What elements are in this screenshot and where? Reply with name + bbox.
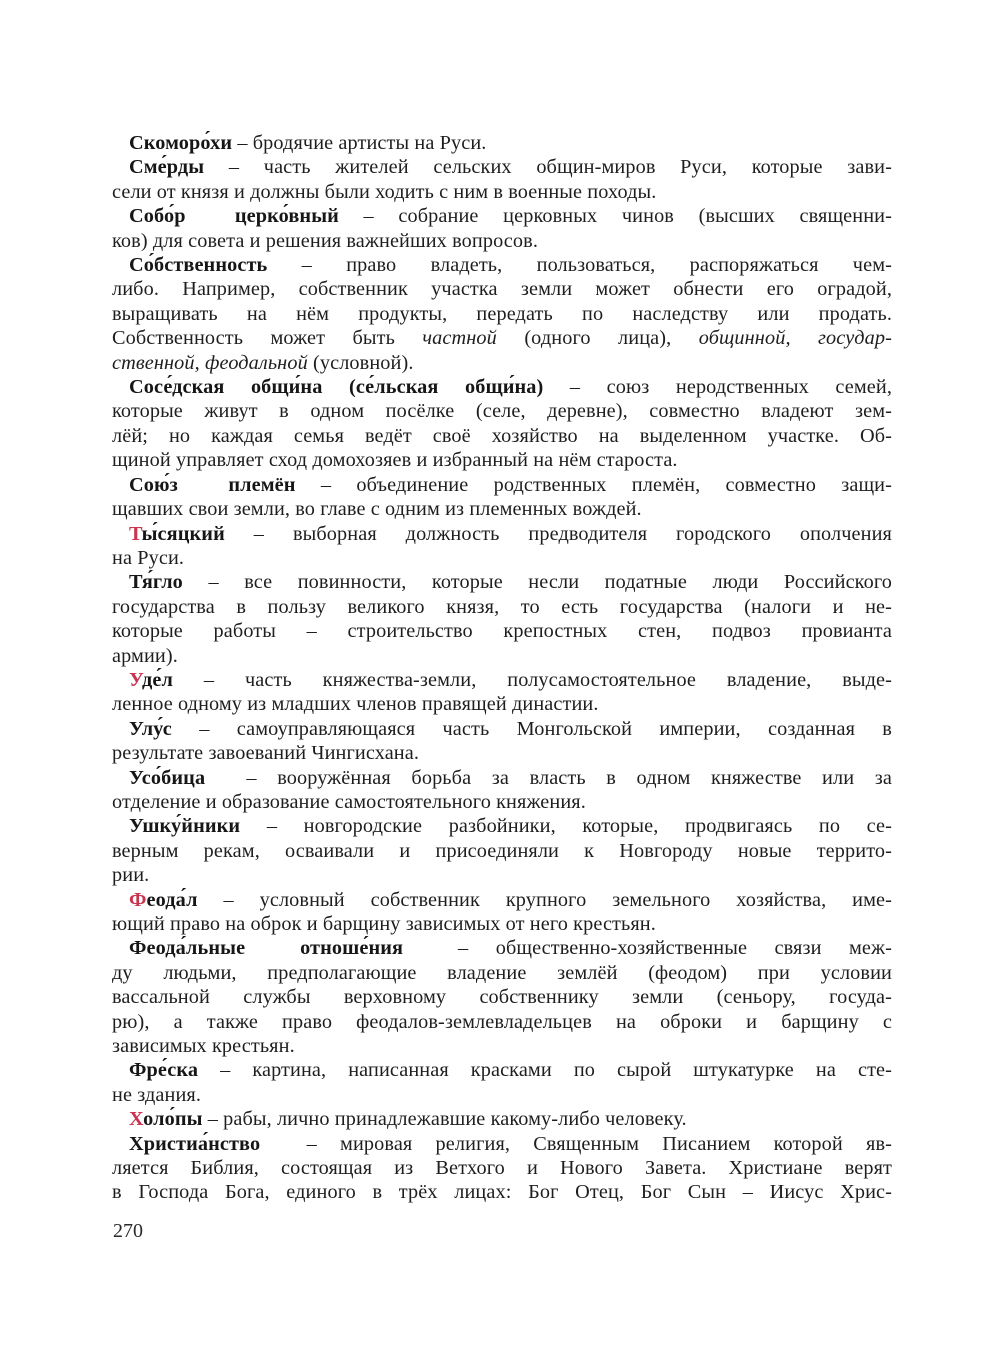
text-line <box>112 1034 892 1058</box>
text-line <box>112 399 892 423</box>
definition-text: – часть княжества-земли, полусамостоятельное владение, выде- <box>173 668 892 691</box>
glossary-term: ы́сяцкий <box>141 522 225 545</box>
glossary-entry <box>112 936 892 1058</box>
definition-text: – рабы, лично принадлежавшие какому-либо человеку. <box>202 1108 687 1131</box>
text-line <box>112 1058 892 1082</box>
text-line <box>112 253 892 277</box>
glossary-term: Ушку́йники <box>129 815 241 838</box>
glossary-entry <box>112 1132 892 1205</box>
text-line <box>112 424 892 448</box>
definition-text: – вооружённая борьба за власть в одном княжестве или за <box>205 766 892 789</box>
text-line <box>112 229 892 253</box>
glossary-term: Сосе́дская общи́на (се́льская общи́на) <box>129 376 544 399</box>
text-line <box>112 912 892 936</box>
text-line <box>112 741 892 765</box>
glossary-term-initial: Т <box>129 522 142 545</box>
definition-text: результате завоеваний Чингисхана. <box>112 742 420 765</box>
definition-text: – самоуправляющаяся часть Монгольской империи, созданная в <box>171 717 892 740</box>
text-line <box>112 375 892 399</box>
glossary-entry <box>112 1058 892 1107</box>
definition-text: верным рекам, осваивали и присоединяли к Новгороду новые террито- <box>112 839 892 862</box>
text-line <box>112 1083 892 1107</box>
definition-text: – мировая религия, Священным Писанием которой яв- <box>260 1132 892 1155</box>
text-line <box>112 570 892 594</box>
text-line <box>112 766 892 790</box>
text-line <box>112 351 892 375</box>
definition-text: – бродячие артисты на Руси. <box>232 132 487 154</box>
glossary-term: Собо́р церко́вный <box>129 205 339 228</box>
definition-text: ду людьми, предполагающие владение землёй (феодом) при условии <box>112 961 892 984</box>
definition-text: Собственность может быть <box>112 327 423 350</box>
glossary-entry <box>112 570 892 668</box>
text-line <box>112 814 892 838</box>
text-line <box>112 644 892 668</box>
definition-text: сели от князя и должны были ходить с ним в военные походы. <box>112 180 657 203</box>
glossary-term: Фре́ска <box>129 1059 199 1082</box>
text-line <box>112 277 892 301</box>
definition-text: – выборная должность предводителя городского ополчения <box>224 522 892 545</box>
text-line <box>112 204 892 228</box>
text-line <box>112 1180 892 1204</box>
glossary-term: еода́л <box>146 888 198 911</box>
definition-text: щавших свои земли, во главе с одним из племенных вождей. <box>112 498 642 521</box>
glossary-entry <box>112 1107 892 1131</box>
text-line <box>112 839 892 863</box>
definition-text: отделение и образование самостоятельного княжения. <box>112 790 586 813</box>
glossary-term: Тя́гло <box>129 571 183 594</box>
glossary-entry <box>112 204 892 253</box>
glossary-term: Сою́з племён <box>129 473 296 496</box>
definition-text: частной <box>422 327 497 350</box>
text-line <box>112 717 892 741</box>
glossary-term: Со́бственность <box>129 254 268 277</box>
definition-text: ственной, феодальной <box>112 351 308 374</box>
definition-text: – собрание церковных чинов (высших священни- <box>338 205 892 228</box>
definition-text: армии). <box>112 644 178 667</box>
definition-text: не здания. <box>112 1083 201 1106</box>
glossary-term: Улу́с <box>129 717 172 740</box>
text-line <box>112 668 892 692</box>
glossary-entry <box>112 814 892 887</box>
definition-text: которые живут в одном посёлке (селе, деревне), совместно владеют зем- <box>112 400 892 423</box>
text-line <box>112 888 892 912</box>
definition-text: вассальной службы верховному собственнику земли (сеньору, госуда- <box>112 986 892 1009</box>
glossary-term: де́л <box>142 668 173 691</box>
definition-text: – условный собственник крупного земельного хозяйства, име- <box>197 888 892 911</box>
definition-text: государства в пользу великого князя, то есть государства (налоги и не- <box>112 595 892 618</box>
definition-text: – картина, написанная красками по сырой штукатурке на сте- <box>198 1059 892 1082</box>
definition-text: зависимых крестьян. <box>112 1035 295 1058</box>
text-line <box>112 326 892 350</box>
text-line <box>112 1132 892 1156</box>
definition-text: (одного лица), <box>496 327 699 350</box>
text-line <box>112 131 892 155</box>
definition-text: в Господа Бога, единого в трёх лицах: Бог Отец, Бог Сын – Иисус Хрис- <box>112 1181 892 1204</box>
definition-text: щиной управляет сход домохозяев и избранный на нём староста. <box>112 449 678 472</box>
text-line <box>112 522 892 546</box>
glossary-entry <box>112 766 892 815</box>
definition-text: рю), а также право феодалов-землевладельцев на оброки и барщину с <box>112 1010 892 1033</box>
definition-text: – часть жителей сельских общин-миров Руси, которые зави- <box>204 156 892 179</box>
text-line <box>112 936 892 960</box>
glossary-term-initial: У <box>129 668 143 691</box>
definition-text: – право владеть, пользоваться, распоряжаться чем- <box>267 254 892 277</box>
text-line <box>112 1107 892 1131</box>
definition-text: – общественно-хозяйственные связи меж- <box>403 937 892 960</box>
glossary-term: Сме́рды <box>129 156 205 179</box>
glossary-term-initial: Ф <box>129 888 147 911</box>
text-line <box>112 961 892 985</box>
definition-text: ющий право на оброк и барщину зависимых от него крестьян. <box>112 913 656 935</box>
glossary-entry <box>112 717 892 766</box>
glossary-term: Христиа́нство <box>129 1132 261 1155</box>
text-line <box>112 863 892 887</box>
text-line <box>112 985 892 1009</box>
glossary-term: Феода́льные отноше́ния <box>129 937 404 960</box>
glossary-term: Скоморо́хи <box>129 132 233 154</box>
definition-text: – союз неродственных семей, <box>543 376 892 399</box>
text-line <box>112 497 892 521</box>
definition-text: лёй; но каждая семья ведёт своё хозяйство на выделенном участке. Об- <box>112 424 892 447</box>
definition-text: – новгородские разбойники, которые, продвигаясь по се- <box>240 815 892 838</box>
definition-text: общинной, государ- <box>698 327 892 350</box>
definition-text: рии. <box>112 864 150 887</box>
text-line <box>112 1156 892 1180</box>
text-line <box>112 302 892 326</box>
glossary-entry <box>112 888 892 937</box>
glossary-entry <box>112 155 892 204</box>
text-line <box>112 180 892 204</box>
glossary-entry <box>112 253 892 375</box>
definition-text: ляется Библия, состоящая из Ветхого и Нового Завета. Христиане верят <box>112 1157 892 1180</box>
definition-text: ков) для совета и решения важнейших вопросов. <box>112 229 538 252</box>
glossary-term: оло́пы <box>143 1108 203 1131</box>
text-line <box>112 473 892 497</box>
glossary-entry <box>112 131 892 155</box>
text-line <box>112 790 892 814</box>
text-line <box>112 595 892 619</box>
definition-text: – объединение родственных племён, совместно защи- <box>295 473 892 496</box>
glossary-entry <box>112 668 892 717</box>
text-line <box>112 692 892 716</box>
page-number: 270 <box>113 1220 143 1242</box>
definition-text: – все повинности, которые несли податные люди Российского <box>182 571 892 594</box>
definition-text: которые работы – строительство крепостных стен, подвоз провианта <box>112 620 892 643</box>
definition-text: выращивать на нём продукты, передать по наследству или продать. <box>112 302 892 325</box>
text-line <box>112 448 892 472</box>
definition-text: ленное одному из младших членов правящей династии. <box>112 693 599 716</box>
glossary-entry <box>112 473 892 522</box>
definition-text: либо. Например, собственник участка земли может обнести его оградой, <box>112 278 892 301</box>
definition-text: (условной). <box>307 351 414 374</box>
text-line <box>112 546 892 570</box>
text-line <box>112 155 892 179</box>
glossary-entry <box>112 522 892 571</box>
glossary-entry <box>112 375 892 473</box>
glossary-entries <box>112 131 892 1205</box>
glossary-term-initial: Х <box>129 1108 144 1131</box>
glossary-term: Усо́бица <box>129 766 206 789</box>
text-line <box>112 619 892 643</box>
definition-text: на Руси. <box>112 546 185 569</box>
text-line <box>112 1010 892 1034</box>
